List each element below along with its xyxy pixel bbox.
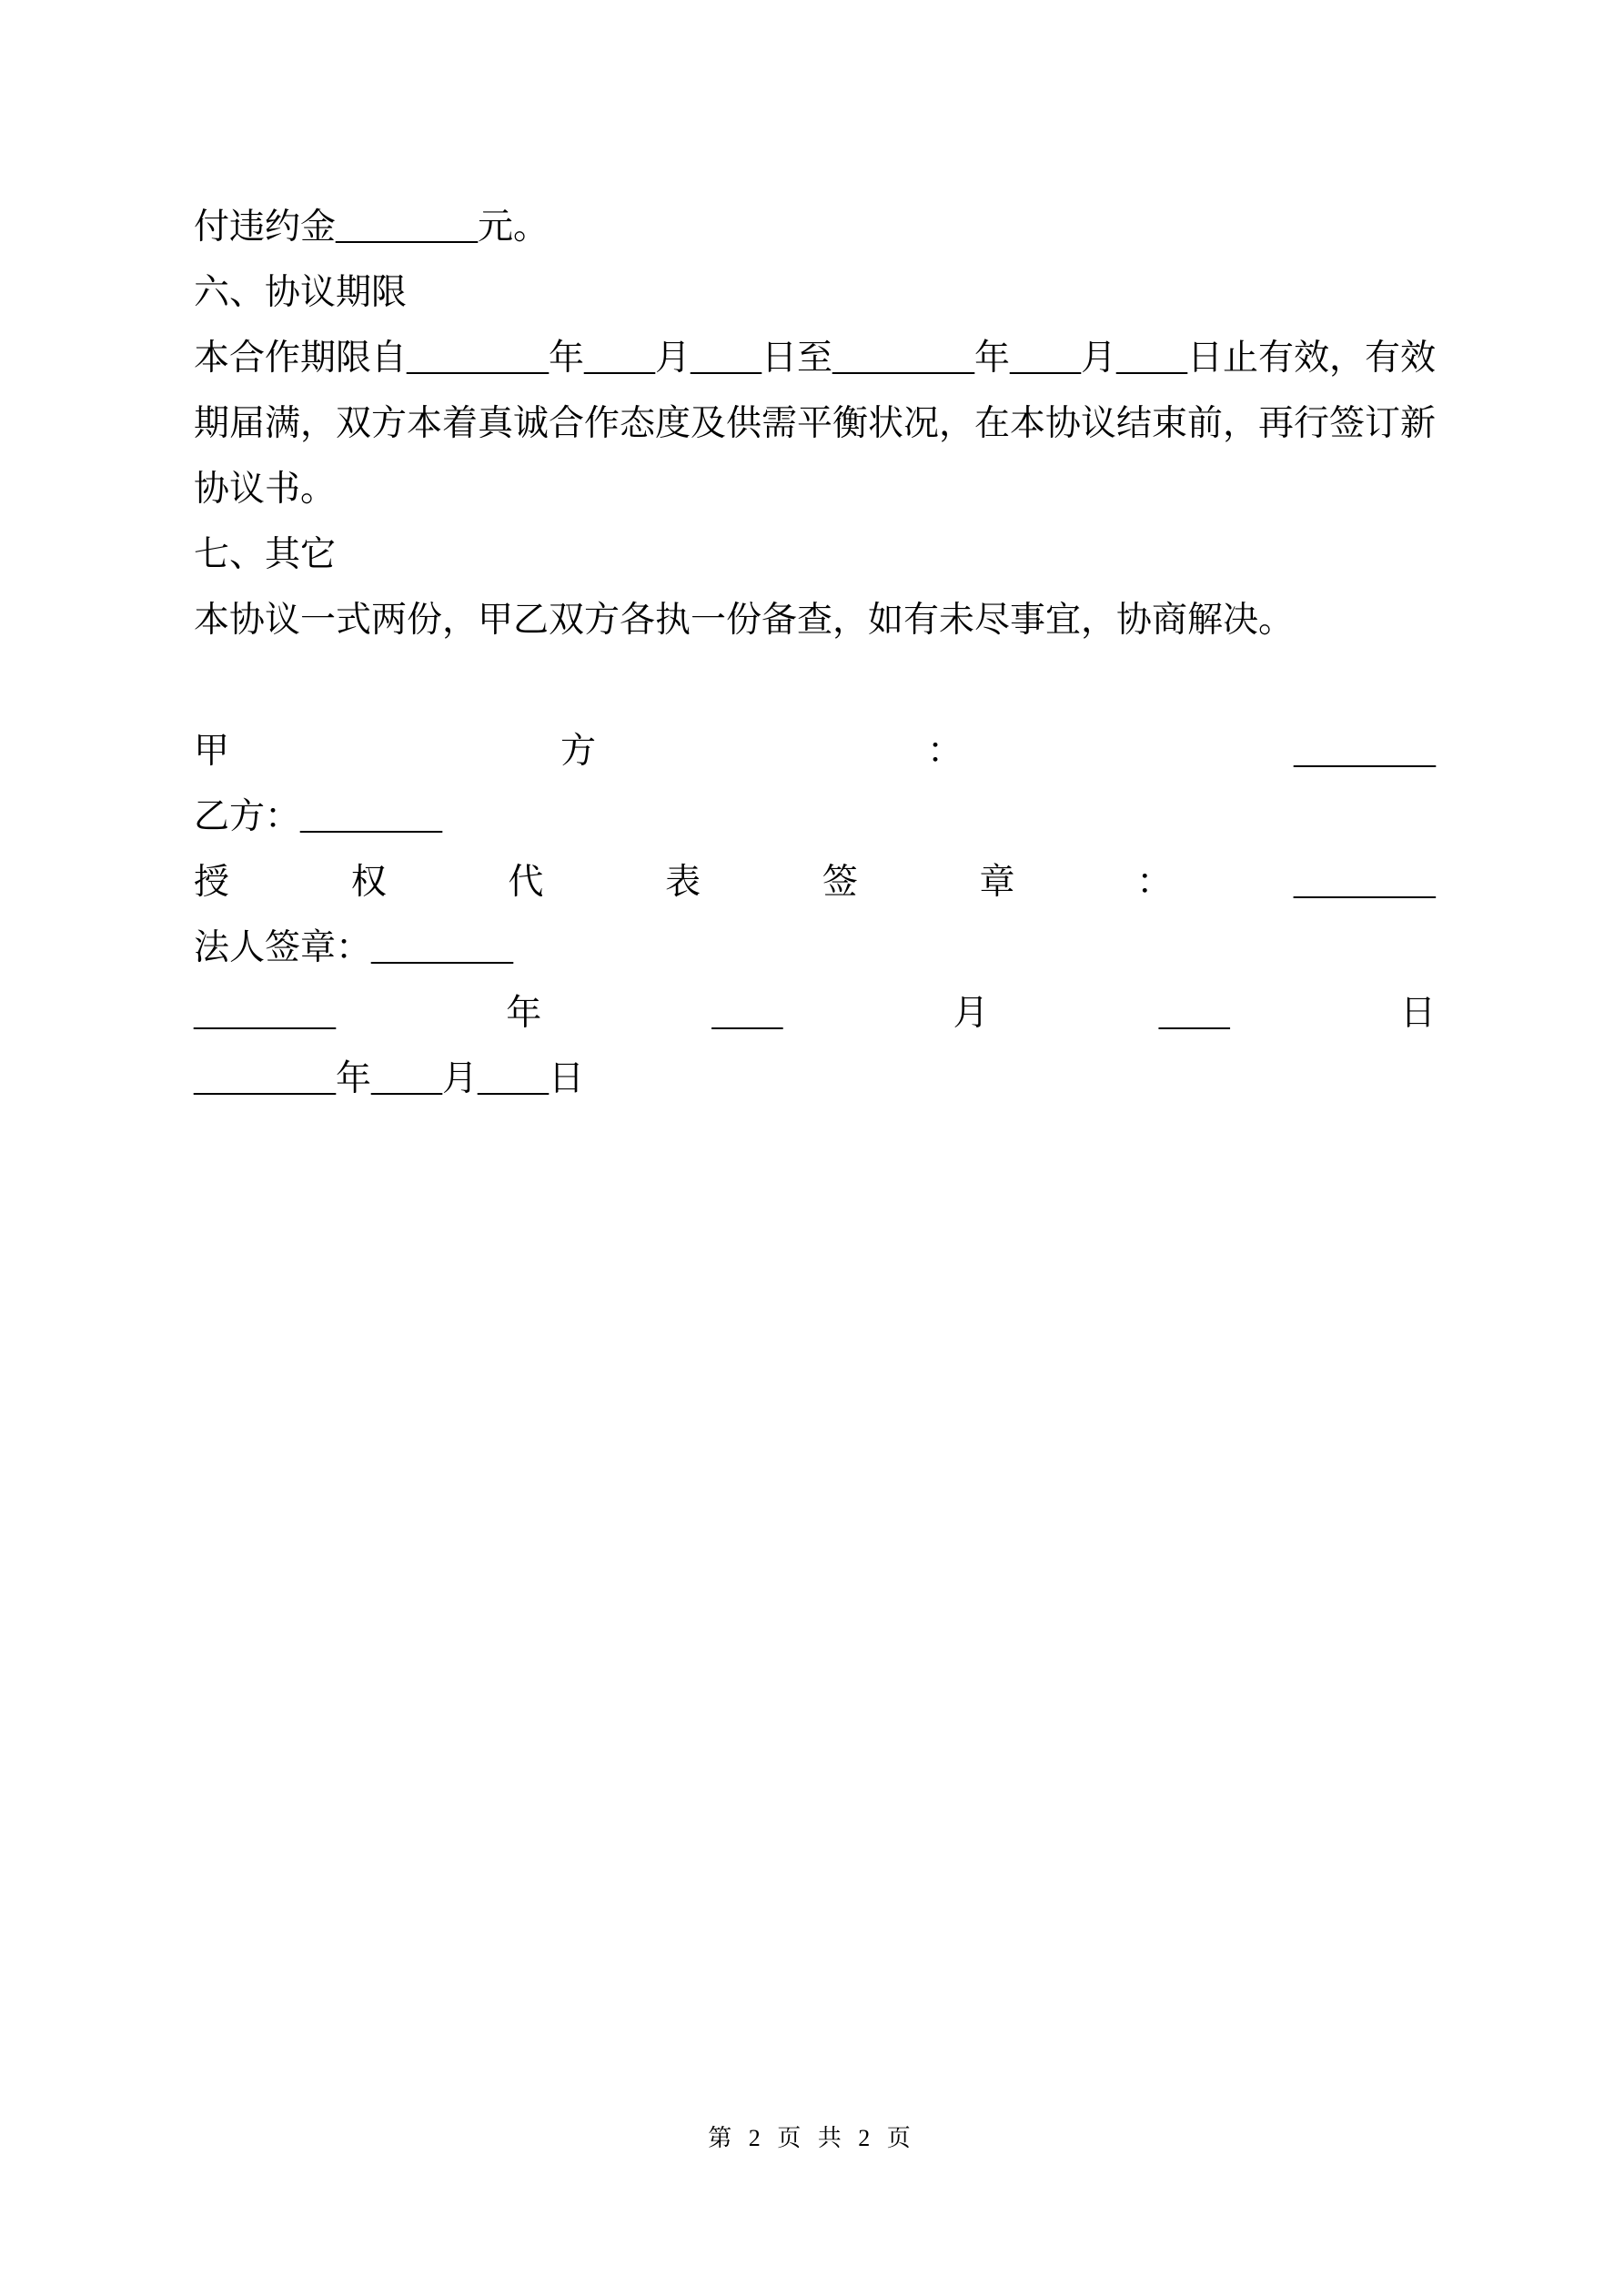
party-a-colon: ： xyxy=(927,732,963,771)
penalty-amount-line: 付违约金________元。 xyxy=(194,207,550,247)
date-line-compact: ________年____月____日 xyxy=(194,1059,585,1098)
authorized-rep-char: 权 xyxy=(350,863,387,902)
party-a-signature-line xyxy=(194,719,1436,784)
party-a-char: 甲 xyxy=(194,732,230,771)
date-month-blank: ____ xyxy=(711,994,783,1033)
section6-body: 本合作期限自________年____月____日至________年____月____日止有效，有效期届满，双方本着真诚合作态度及供需平衡状况，在本协议结束前，再行签订新协议书。 xyxy=(194,339,1437,509)
date-line-distributed xyxy=(194,981,1436,1047)
legal-person-signature-line: 法人签章：________ xyxy=(194,928,514,967)
authorized-rep-char: 签 xyxy=(822,863,858,902)
section6-heading: 六、协议期限 xyxy=(194,273,408,312)
authorized-rep-blank: ________ xyxy=(1293,863,1436,902)
authorized-rep-char: 授 xyxy=(194,863,230,902)
authorized-rep-char: 章 xyxy=(979,863,1015,902)
authorized-rep-colon: ： xyxy=(1136,863,1173,902)
contract-body xyxy=(194,195,1436,1112)
authorized-rep-char: 代 xyxy=(508,863,544,902)
section7-body: 本协议一式两份，甲乙双方各执一份备查，如有未尽事宜，协商解决。 xyxy=(194,601,1295,640)
date-year-label: 年 xyxy=(506,994,542,1033)
date-month-label: 月 xyxy=(953,994,989,1033)
blank-line xyxy=(194,653,1436,719)
section7-heading: 七、其它 xyxy=(194,535,337,574)
date-day-label: 日 xyxy=(1399,994,1436,1033)
date-day-blank: ____ xyxy=(1158,994,1230,1033)
party-a-blank: ________ xyxy=(1294,732,1436,771)
party-a-char: 方 xyxy=(560,732,597,771)
date-year-blank: ________ xyxy=(194,994,336,1033)
authorized-rep-char: 表 xyxy=(665,863,701,902)
authorized-rep-signature-line xyxy=(194,850,1436,915)
page-number-footer: 第 2 页 共 2 页 xyxy=(708,2125,916,2151)
party-b-signature-line: 乙方：________ xyxy=(194,797,443,836)
